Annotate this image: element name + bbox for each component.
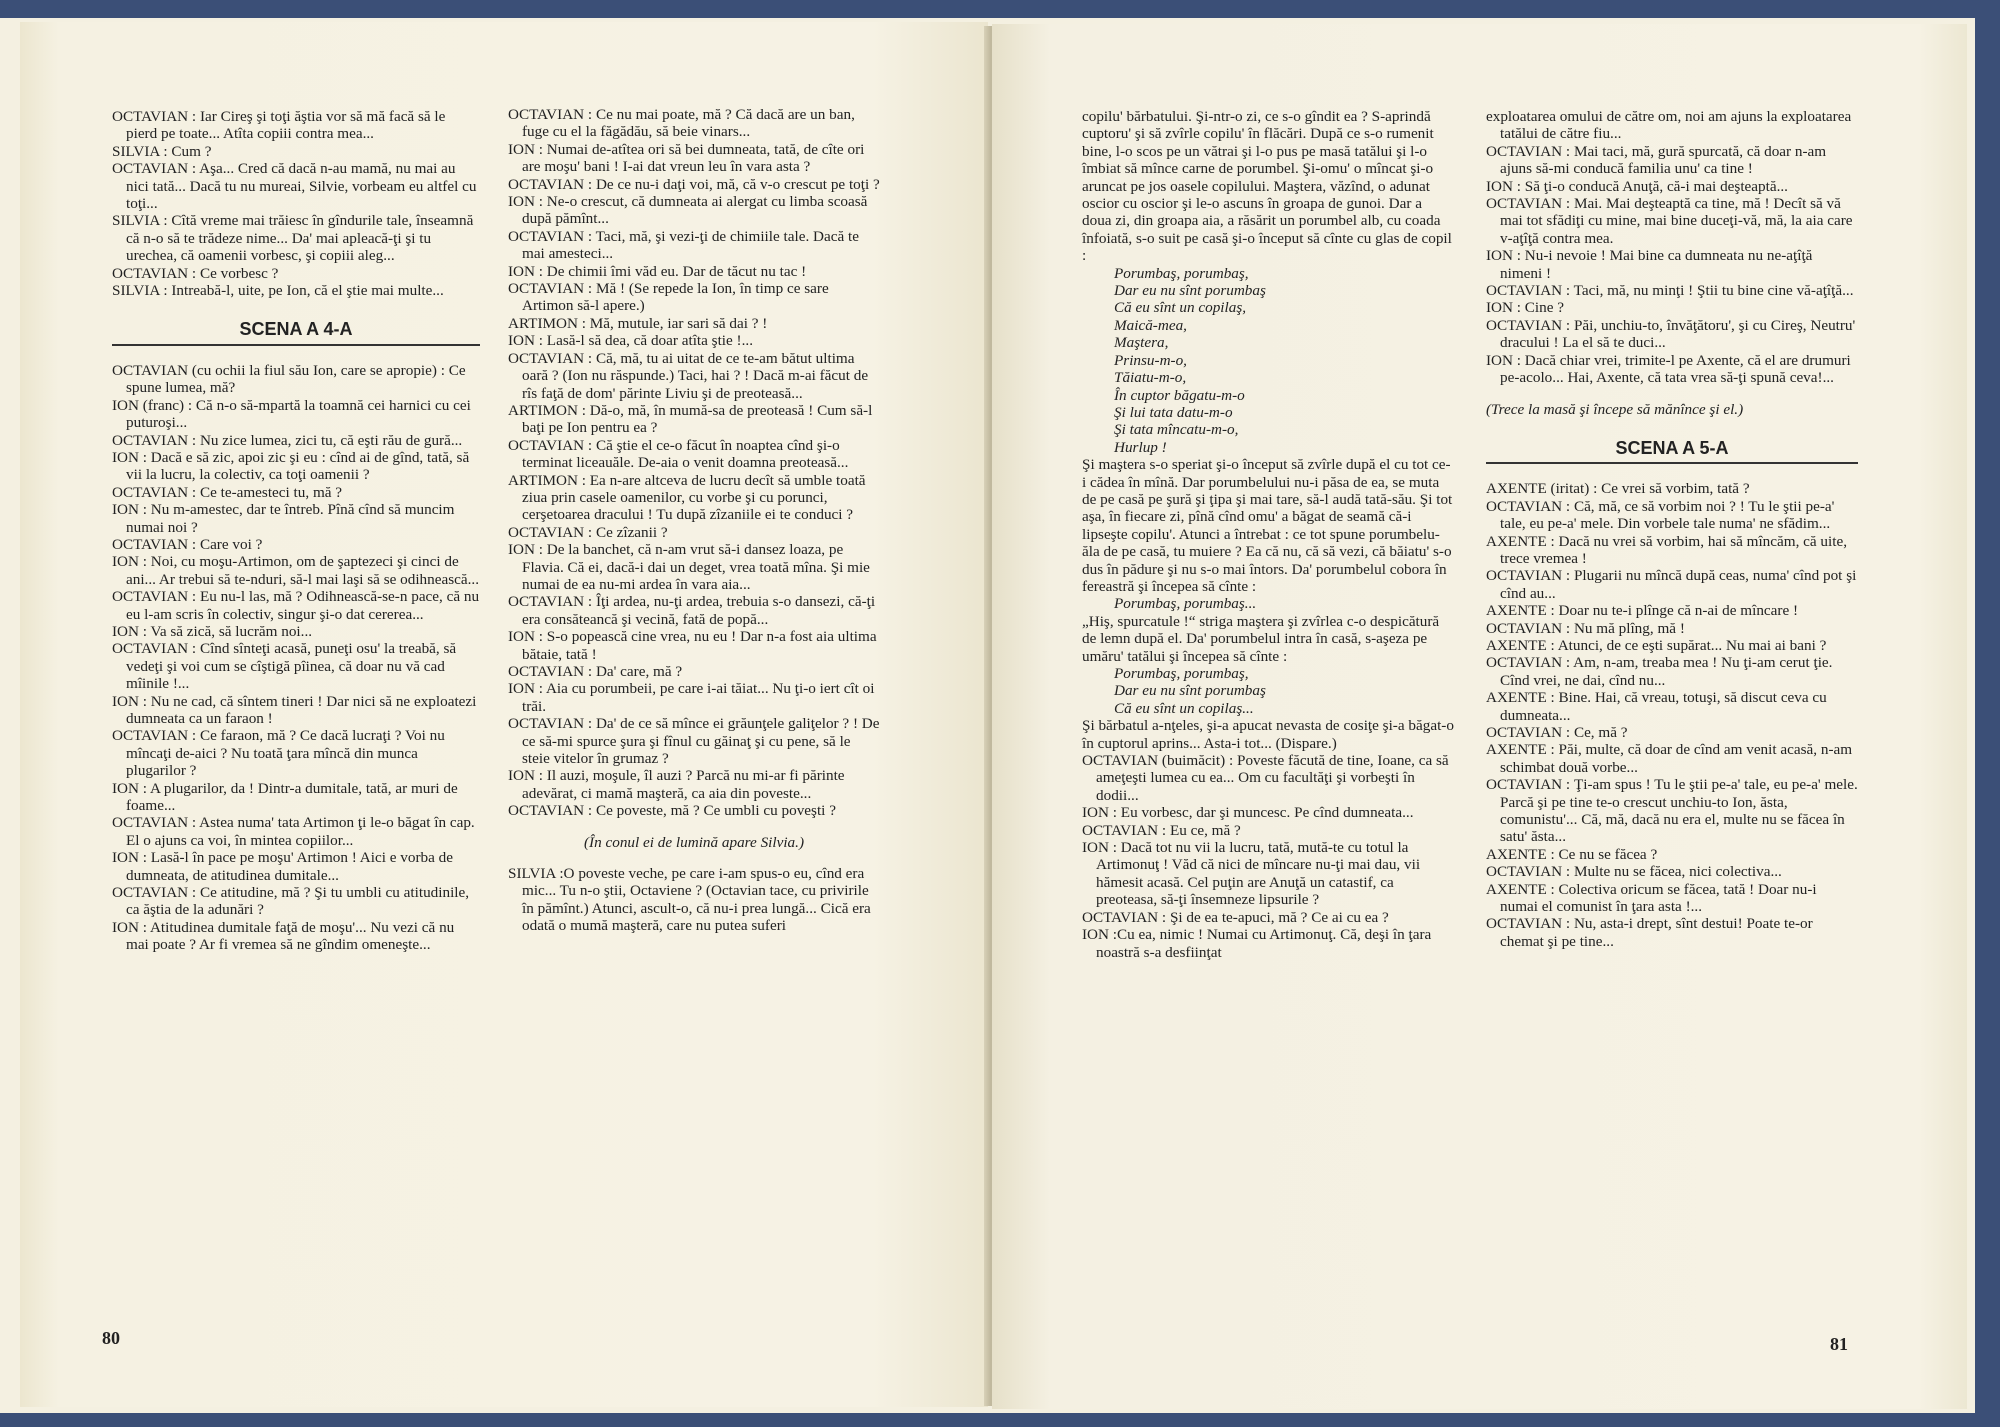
verse-line: În cuptor băgatu-m-o — [1114, 386, 1245, 404]
dialogue-line: OCTAVIAN : Nu mă plîng, mă ! — [1486, 619, 1685, 637]
dialogue-line: OCTAVIAN : Da' care, mă ? — [508, 663, 683, 680]
dialogue-line: SILVIA : Cum ? — [112, 142, 212, 160]
dialogue-line: OCTAVIAN : Ce faraon, mă ? Ce dacă lucraţi ? Voi nu mîncaţi de-aici ? Nu toată ţara mîncă din munca plugarilor ? — [112, 727, 445, 780]
verse-line: Şi tata mîncatu-m-o, — [1114, 421, 1239, 439]
dialogue-line: OCTAVIAN : Am, n-am, treaba mea ! Nu ţi-am cerut ţie. Cînd vrei, ne dai, cînd nu... — [1486, 654, 1833, 689]
dialogue-line: OCTAVIAN : Plugarii nu mîncă după ceas, numa' cînd pot şi cînd au... — [1486, 567, 1857, 602]
dialogue-line: OCTAVIAN : Cînd sînteţi acasă, puneţi osu' la treabă, să vedeţi şi voi cum se cîştigă pîinea, că doar nu vă cad mîinile !... — [112, 640, 457, 693]
dialogue-line: OCTAVIAN : Da' de ce să mînce ei grăunţele galiţelor ? ! De ce să-mi spurce şura şi fînul cu găinaţ şi cu pene, să le steie vitelor în grumaz ? — [508, 715, 880, 768]
dialogue-line: ION (franc) : Că n-o să-mpartă la toamnă cei harnici cu cei puturoşi... — [112, 396, 471, 432]
dialogue-line: ION : Eu vorbesc, dar şi muncesc. Pe cînd dumneata... — [1082, 804, 1414, 822]
verse-3 — [1082, 665, 1454, 717]
dialogue-line: AXENTE : Atunci, de ce eşti supărat... Nu mai ai bani ? — [1486, 636, 1827, 654]
verse-line: Că eu sînt un copilaş, — [1114, 299, 1247, 317]
dialogue-line: OCTAVIAN : Ce te-amesteci tu, mă ? — [112, 483, 343, 501]
dialogue-line: exploatarea omului de către om, noi am ajuns la exploatarea tatălui de către fiu... — [1486, 108, 1852, 143]
dialogue-line: OCTAVIAN : Şi de ea te-apuci, mă ? Ce ai cu ea ? — [1082, 908, 1389, 926]
dialogue-line: OCTAVIAN : Multe nu se făcea, nici colectiva... — [1486, 863, 1782, 881]
stage-direction-silvia: (În conul ei de lumină apare Silvia.) — [583, 833, 805, 851]
dialogue-line: OCTAVIAN : Ce vorbesc ? — [112, 264, 279, 282]
narrative-text: Şi bărbatul a-nţeles, şi-a apucat nevasta de cosiţe şi-a băgat-o în cuptorul aprins... Asta-i tot... (Dispare.) — [1082, 717, 1454, 752]
col2b-text — [508, 865, 880, 935]
narrative-text: copilu' bărbatului. Şi-ntr-o zi, ce s-o gîndit ea ? S-aprindă cuptoru' şi să zvîrle copilu' în flăcări. După ce s-o rumenit bine, l-o scos pe un vătrai şi l-o pus pe masă tatălui şi l-o îmbiat să mînce carne de porumbel. Şi-omu' o mîncat şi-o aruncat pe jos oasele copilului. Maştera, văzînd, o adunat oscior cu oscior şi le-o ascuns în groapa de gunoi. Dar a doua zi, din groapa aia, a răsărit un porumbel alb, cu coada înfoiată, s-o suit pe casă şi-o început să cînte cu glas de copil : — [1082, 108, 1452, 265]
dialogue-line: AXENTE : Doar nu te-i plînge că n-ai de mîncare ! — [1486, 602, 1799, 620]
dialogue-line: SILVIA : Intreabă-l, uite, pe Ion, că el ştie mai multe... — [112, 282, 444, 300]
verse-line: Maică-mea, — [1114, 316, 1187, 334]
dialogue-line: OCTAVIAN : Îţi ardea, nu-ţi ardea, trebuia s-o dansezi, că-ţi era consăteancă şi vecină, fată de popă... — [508, 593, 876, 628]
dialogue-line: OCTAVIAN : Că, mă, ce să vorbim noi ? ! Tu le ştii pe-a' tale, eu pe-a' mele. Din vorbele tale numa' ne sfădim... — [1486, 497, 1835, 533]
dialogue-line: ARTIMON : Dă-o, mă, în mumă-sa de preoteasă ! Cum să-l baţi pe Ion pentru ea ? — [508, 401, 873, 437]
dialogue-line: ION : Atitudinea dumitale faţă de moşu'... Nu vezi că nu mai poate ? Ar fi vremea să ne gîndim omeneşte... — [112, 918, 455, 954]
dialogue-line: OCTAVIAN : Nu, asta-i drept, sînt destui! Poate te-or chemat şi pe tine... — [1486, 915, 1813, 950]
verse-line: Tăiatu-m-o, — [1114, 369, 1187, 387]
col3d-text — [1082, 717, 1454, 752]
dialogue-line: AXENTE : Ce nu se făcea ? — [1486, 845, 1658, 863]
dialogue-line: AXENTE : Bine. Hai, că vreau, totuşi, să discut ceva cu dumneata... — [1486, 689, 1827, 724]
verse-line: Că eu sînt un copilaş... — [1114, 699, 1254, 717]
dialogue-line: ION : Aia cu porumbeii, pe care i-ai tăiat... Nu ţi-o iert cît oi trăi. — [508, 680, 875, 715]
page-number-right: 81 — [1830, 1334, 1848, 1354]
verse-line: Maştera, — [1114, 334, 1169, 352]
dialogue-line: ION : Ne-o crescut, că dumneata ai alergat cu limba scoasă după pămînt... — [508, 193, 868, 228]
dialogue-line: OCTAVIAN : Ce, mă ? — [1486, 724, 1628, 741]
dialogue-line: ION : Dacă chiar vrei, trimite-l pe Axente, că el are drumuri pe-acolo... Hai, Axente, că tata vrea să-ţi spună ceva!... — [1486, 351, 1851, 387]
verse-line: Dar eu nu sînt porumbaş — [1114, 682, 1266, 700]
narrative-text: Şi maştera s-o speriat şi-o început să zvîrle după el cu tot ce-i cădea în mînă. Dar porumbelului nu-i păsa de ea, se muta de pe casă pe şură şi ţipa şi mai tare, să-l audă tată-său. Şi tot aşa, în fiecare zi, pînă cînd omu' a băgat de seamă că-i lipseşte copilu'. Atunci a întrebat : ce tot spune porumbelu-ăla de pe casă, tu muiere ? Ea că nu, că să vezi, că băiatu' s-o dus în pădure şi nu s-o mai întors. Da' porumbelul cobora în fereastră şi începea să cînte : — [1082, 456, 1453, 595]
verse-line: Şi lui tata datu-m-o — [1114, 403, 1233, 421]
verse-2 — [1082, 595, 1454, 612]
dialogue-line: ION : De la banchet, că n-am vrut să-i dansez loaza, pe Flavia. Că ei, dacă-i dai un deget, vrea toată mîna. Şi mie numai de ea nu-mi ardea în vara aia... — [508, 541, 870, 593]
dialogue-line: AXENTE (iritat) : Ce vrei să vorbim, tată ? — [1486, 480, 1750, 498]
book-cover-edge — [1975, 0, 2000, 1427]
col2-text — [508, 106, 880, 820]
dialogue-line: OCTAVIAN : Mai taci, mă, gură spurcată, că doar n-am ajuns să-mi conducă familia unu' ca tine ! — [1486, 142, 1827, 178]
dialogue-line: ION : Nu ne cad, că sîntem tineri ! Dar nici să ne exploatezi dumneata ca un faraon ! — [112, 692, 477, 727]
dialogue-line: ION : S-o popească cine vrea, nu eu ! Dar n-a fost aia ultima bătaie, tată ! — [508, 628, 877, 663]
dialogue-line: OCTAVIAN : Taci, mă, şi vezi-ţi de chimiile tale. Dacă te mai amesteci... — [508, 227, 859, 263]
dialogue-line: OCTAVIAN : Mă ! (Se repede la Ion, în timp ce sare Artimon să-l apere.) — [508, 280, 829, 315]
verse-1 — [1082, 265, 1454, 456]
dialogue-line: OCTAVIAN : Că ştie el ce-o făcut în noaptea cînd şi-o terminat liceauăle. De-aia o venit doamna preoteasă... — [508, 436, 849, 472]
dialogue-line: OCTAVIAN : Aşa... Cred că dacă n-au mamă, nu mai au nici tată... Dacă tu nu mureai, Silvie, vorbeam eu altfel cu toţi... — [112, 160, 477, 213]
column-1 — [112, 108, 480, 954]
book-spread — [0, 18, 1985, 1413]
dialogue-line: ION : Va să zică, să lucrăm noi... — [112, 622, 313, 640]
dialogue-line: ION : De chimii îmi văd eu. Dar de tăcut nu tac ! — [508, 262, 807, 280]
dialogue-line: AXENTE : Dacă nu vrei să vorbim, hai să mîncăm, că uite, trece vremea ! — [1486, 532, 1848, 567]
verse-line: Dar eu nu sînt porumbaş — [1114, 282, 1266, 300]
dialogue-line: OCTAVIAN : Astea numa' tata Artimon ţi le-o băgat în cap. El o ajuns ca voi, în mintea copiilor... — [112, 814, 475, 849]
verse-line: Porumbaş, porumbaş, — [1114, 665, 1249, 682]
scene-4-heading: SCENA A 4-A — [112, 321, 480, 345]
dialogue-line: ARTIMON : Mă, mutule, iar sari să dai ? ! — [508, 314, 768, 332]
verse-line: Porumbaş, porumbaş... — [1114, 595, 1257, 613]
dialogue-line: ARTIMON : Ea n-are altceva de lucru decît să umble toată ziua prin casele oamenilor, cu vorbe şi cu porunci, cerşetoarea dracului ! Tu după zîzaniile ei te conduci ? — [508, 471, 866, 524]
col3b-text — [1082, 456, 1454, 595]
dialogue-line: ION : A plugarilor, da ! Dintr-a dumitale, tată, ar muri de foame... — [112, 779, 458, 815]
dialogue-line: SILVIA :O poveste veche, pe care i-am spus-o eu, cînd era mic... Tu n-o ştii, Octaviene ? (Octavian tace, cu privirile în pămînt.) Atunci, ascult-o, că nu-i prea lungă... Cică era odată o mumă maşteră, care nu putea suferi — [508, 865, 871, 935]
dialogue-line: OCTAVIAN : Ce zîzanii ? — [508, 523, 668, 541]
dialogue-line: OCTAVIAN : Iar Cireş şi toţi ăştia vor să mă facă să le pierd pe toate... Atîta copiii contra mea... — [112, 108, 446, 143]
dialogue-line: ION : Cine ? — [1486, 299, 1565, 317]
scene-5-heading: SCENA A 5-A — [1486, 440, 1858, 464]
dialogue-line: OCTAVIAN : Ce atitudine, mă ? Şi tu umbli cu atitudinile, ca ăştia de la adunări ? — [112, 884, 470, 919]
dialogue-line: AXENTE : Colectiva oricum se făcea, tată ! Doar nu-i numai el comunist în ţara asta !... — [1486, 880, 1817, 916]
dialogue-line: ION : Noi, cu moşu-Artimon, om de şaptezeci şi cinci de ani... Ar trebui să te-nduri, să-l mai laşi să se odihnească... — [112, 553, 480, 588]
dialogue-line: OCTAVIAN (buimăcit) : Poveste făcută de tine, Ioane, ca să ameţeşti lumea cu ea... Om cu facultăţi şi vorbeşti în dodii... — [1082, 752, 1449, 804]
col3e-text — [1082, 752, 1454, 961]
dialogue-line: OCTAVIAN : Eu nu-l las, mă ? Odihnească-se-n pace, că nu eu l-am scris în colectiv, singur şi-o dat cererea... — [112, 588, 480, 623]
column-2 — [508, 106, 880, 935]
column-3 — [1082, 108, 1454, 961]
dialogue-line: OCTAVIAN : Nu zice lumea, zici tu, că eşti rău de gură... — [112, 431, 463, 449]
page-number-left: 80 — [102, 1328, 120, 1348]
col4b-text — [1486, 480, 1858, 950]
dialogue-line: OCTAVIAN : Eu ce, mă ? — [1082, 821, 1241, 839]
dialogue-line: ION : Il auzi, moşule, îl auzi ? Parcă nu mi-ar fi părinte adevărat, ci mamă maşteră, ca aia din poveste... — [508, 767, 845, 802]
dialogue-line: ION : Nu m-amestec, dar te întreb. Pînă cînd să muncim numai noi ? — [112, 501, 455, 536]
dialogue-line: OCTAVIAN : Mai. Mai deşteaptă ca tine, mă ! Decît să vă mai tot sfădiţi cu mine, mai bine duceţi-vă, mă, la aia care v-aţîţă contra mea. — [1486, 195, 1853, 247]
verse-line: Porumbaş, porumbaş, — [1114, 264, 1249, 282]
dialogue-line: OCTAVIAN (cu ochii la fiul său Ion, care se apropie) : Ce spune lumea, mă? — [112, 361, 466, 397]
dialogue-line: OCTAVIAN : Care voi ? — [112, 535, 263, 553]
dialogue-line: OCTAVIAN : Păi, unchiu-to, învăţătoru', şi cu Cireş, Neutru' dracului ! La el să te duci... — [1486, 316, 1856, 352]
dialogue-line: ION : Numai de-atîtea ori să bei dumneata, tată, de cîte ori are moşu' bani ! I-ai dat vreun leu în vara asta ? — [508, 140, 865, 176]
dialogue-line: ION : Dacă e să zic, apoi zic şi eu : cînd ai de gînd, tată, să vii la lucru, la colectiv, ca toţi oamenii ? — [112, 448, 470, 484]
dialogue-line: SILVIA : Cîtă vreme mai trăiesc în gîndurile tale, înseamnă că n-o să te trădeze nime... Da' mai apleacă-ţi şi tu urechea, că oamenii vorbesc, şi copiii aleg... — [112, 212, 474, 265]
narrative-text: „Hiş, spurcatule !“ striga maştera şi zvîrlea c-o despicătură de lemn după el. Da' porumbelul intra în casă, s-aşeza pe umăru' tatălui şi începea să cînte : — [1082, 612, 1440, 665]
dialogue-line: ION : Nu-i nevoie ! Mai bine ca dumneata nu ne-aţîţă nimeni ! — [1486, 247, 1813, 282]
column-4 — [1486, 108, 1858, 950]
dialogue-line: ION : Să ţi-o conducă Anuţă, că-i mai deşteaptă... — [1486, 177, 1788, 195]
dialogue-line: OCTAVIAN : Ce nu mai poate, mă ? Că dacă are un ban, fuge cu el la făgădău, să beie vinars... — [508, 106, 855, 141]
dialogue-line: ION : Lasă-l în pace pe moşu' Artimon ! Aici e vorba de dumneata, de atitudinea dumitale... — [112, 849, 453, 884]
dialogue-line: ION :Cu ea, nimic ! Numai cu Artimonuţ. Că, deşi în ţara noastră s-a desfiinţat — [1082, 926, 1432, 961]
dialogue-line: OCTAVIAN : Că, mă, tu ai uitat de ce te-am bătut ultima oară ? (Ion nu răspunde.) Taci, hai ? ! Dacă m-ai făcut de rîs faţă de dom' părinte Liviu şi de preoteasă... — [508, 349, 869, 402]
dialogue-line: ION : Dacă tot nu vii la lucru, tată, mută-te cu totul la Artimonuţ ! Văd că nici de mîncare nu-ţi mai dau, vii hămesit acasă. Cel puţin are Anuţă un catastif, ca preoteasa, să-ţi însemneze lipsurile ? — [1082, 839, 1421, 909]
dialogue-line: ION : Lasă-l să dea, că doar atîta ştie !... — [508, 332, 754, 350]
col1-text — [112, 108, 480, 299]
col3-text — [1082, 108, 1454, 265]
dialogue-line: AXENTE : Păi, multe, că doar de cînd am venit acasă, n-am schimbat două vorbe... — [1486, 741, 1853, 776]
col4-text — [1486, 108, 1858, 387]
verse-line: Prinsu-m-o, — [1114, 351, 1187, 369]
col1b-text — [112, 362, 480, 954]
verse-line: Hurlup ! — [1114, 438, 1167, 456]
dialogue-line: OCTAVIAN : Ce poveste, mă ? Ce umbli cu poveşti ? — [508, 802, 836, 820]
col3c-text — [1082, 613, 1454, 665]
stage-direction-eat: (Trece la masă şi începe să mănînce şi el.) — [1486, 400, 1744, 418]
dialogue-line: OCTAVIAN : De ce nu-i daţi voi, mă, că v-o crescut pe toţi ? — [508, 175, 880, 193]
dialogue-line: OCTAVIAN : Ţi-am spus ! Tu le ştii pe-a' tale, eu pe-a' mele. Parcă şi pe tine te-o crescut unchiu-to Ion, ăsta, comunistu'... Că, mă, dacă nu era el, multe nu se făcea în satu' ăsta... — [1486, 776, 1858, 846]
dialogue-line: OCTAVIAN : Taci, mă, nu minţi ! Ştii tu bine cine vă-aţîţă... — [1486, 282, 1854, 300]
